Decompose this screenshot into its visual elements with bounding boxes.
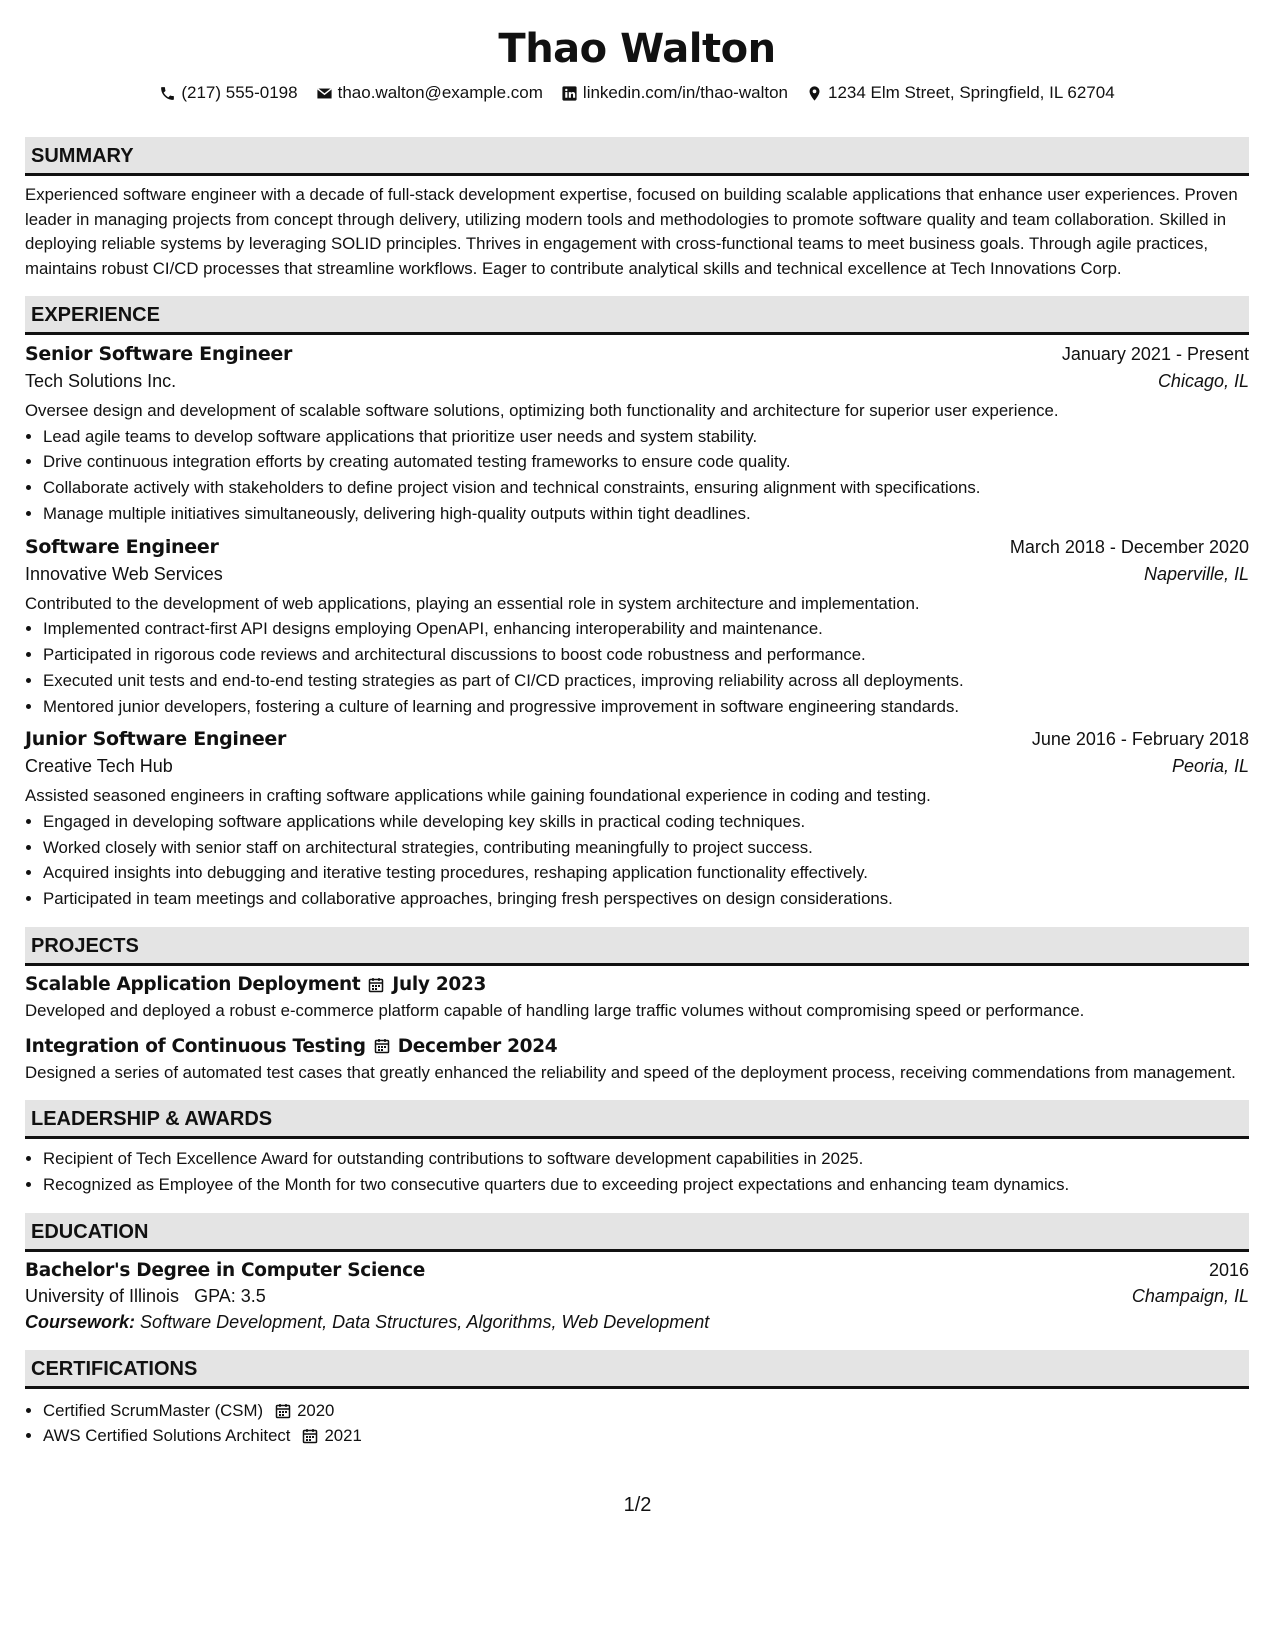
education-entry: [25, 1260, 1249, 1333]
calendar-icon: [302, 1428, 318, 1444]
job-summary: Contributed to the development of web applications, playing an essential role in system architecture and implementation.: [25, 593, 920, 613]
project-header: [25, 1036, 1249, 1057]
certification-name: • Certified ScrumMaster (CSM): [43, 1400, 264, 1420]
job-date: June 2016 - February 2018: [1031, 729, 1249, 750]
contact-phone: [159, 83, 297, 103]
job-bullets: [25, 809, 1249, 912]
school-line: [25, 1286, 266, 1307]
contact-email[interactable]: [316, 83, 543, 103]
school-location: Champaign, IL: [1131, 1285, 1249, 1306]
job-date: January 2021 - Present: [1061, 344, 1249, 364]
project-description: Developed and deployed a robust e-commerce platform capable of handling large traffic volumes without compromising speed or performance.: [25, 1001, 1085, 1021]
school-name: University of Illinois: [25, 1285, 180, 1306]
coursework-label: Coursework:: [25, 1311, 136, 1332]
phone-text: (217) 555-0198: [181, 83, 298, 102]
experience-entry: [25, 343, 1249, 527]
graduation-year: 2016: [1208, 1259, 1249, 1280]
experience-entry: [25, 728, 1249, 912]
calendar-icon: [368, 977, 384, 993]
experience-entry: [25, 536, 1249, 720]
project-title: Scalable Application Deployment: [25, 974, 361, 996]
list-item: • Implemented contract-first API designs employing OpenAPI, enhancing interoperability and maintenance.: [43, 616, 1249, 642]
envelope-icon: [316, 85, 333, 102]
job-subheader: [25, 371, 1249, 392]
list-item: [43, 1398, 1249, 1424]
job-subheader: [25, 564, 1249, 585]
certification-name: • AWS Certified Solutions Architect: [43, 1426, 291, 1446]
section-header-summary: SUMMARY: [25, 137, 1249, 176]
leadership-list: [25, 1146, 1249, 1198]
job-title: Software Engineer: [25, 535, 219, 558]
company-name: Innovative Web Services: [25, 563, 223, 584]
page-number: 1/2: [623, 1494, 652, 1516]
job-location: Naperville, IL: [1143, 563, 1249, 584]
list-item: • Recipient of Tech Excellence Award for outstanding contributions to software development capabilities in 2025.: [43, 1146, 1249, 1172]
job-location: Peoria, IL: [1171, 756, 1249, 777]
list-item: • Participated in team meetings and collaborative approaches, bringing fresh perspectives on design considerations.: [43, 886, 1249, 912]
project-entry: [25, 1036, 1249, 1086]
list-item: • Worked closely with senior staff on architectural strategies, contributing meaningfully to project success.: [43, 835, 1249, 861]
job-location: Chicago, IL: [1157, 371, 1249, 391]
job-title: Junior Software Engineer: [25, 728, 287, 751]
job-header: [25, 536, 1249, 558]
project-date: July 2023: [392, 974, 487, 996]
map-pin-icon: [806, 85, 823, 102]
section-header-projects: PROJECTS: [25, 927, 1249, 966]
job-header: [25, 343, 1249, 365]
candidate-name: Thao Walton: [498, 26, 776, 72]
coursework-text: Software Development, Data Structures, Algorithms, Web Development: [140, 1311, 710, 1332]
project-entry: [25, 974, 1249, 1024]
contact-linkedin[interactable]: [561, 83, 788, 103]
list-item: • Recognized as Employee of the Month for two consecutive quarters due to exceeding project expectations and enhancing team dynamics.: [43, 1172, 1249, 1198]
job-header: [25, 728, 1249, 750]
list-item: [43, 1423, 1249, 1449]
job-title: Senior Software Engineer: [25, 343, 293, 365]
list-item: • Acquired insights into debugging and iterative testing procedures, reshaping application functionality effectively.: [43, 860, 1249, 886]
project-description: Designed a series of automated test cases that greatly enhanced the reliability and speed of the deployment process, receiving commendations from management.: [25, 1062, 1236, 1082]
coursework-line: [25, 1312, 1249, 1333]
degree-title: Bachelor's Degree in Computer Science: [25, 1259, 426, 1281]
company-name: Tech Solutions Inc.: [25, 371, 177, 391]
company-name: Creative Tech Hub: [25, 756, 173, 777]
education-header: [25, 1260, 1249, 1281]
certification-year: 2021: [324, 1426, 362, 1446]
certifications-list: [25, 1398, 1249, 1450]
project-date: December 2024: [397, 1035, 558, 1057]
contact-bar: [25, 80, 1249, 106]
list-item: • Participated in rigorous code reviews and architectural discussions to boost code robustness and performance.: [43, 642, 1249, 668]
job-summary: Assisted seasoned engineers in crafting software applications while gaining foundational experience in coding and testing.: [25, 786, 931, 806]
list-item: • Drive continuous integration efforts by creating automated testing frameworks to ensure code quality.: [43, 449, 1249, 475]
job-bullets: [25, 424, 1249, 527]
address-text: 1234 Elm Street, Springfield, IL 62704: [827, 83, 1115, 102]
section-header-certifications: CERTIFICATIONS: [25, 1350, 1249, 1389]
certification-year: 2020: [297, 1400, 335, 1420]
education-subheader: [25, 1286, 1249, 1307]
summary-text: Experienced software engineer with a decade of full-stack development expertise, focused on building scalable applications that enhance user experiences. Proven leader in managing projects from concept through delivery, utilizing modern tools and methodologies to promote software quality and team collaboration. Skilled in deploying reliable systems by leveraging SOLID principles. Thrives in engagement with cross-functional teams to meet business goals. Through agile practices, maintains robust CI/CD processes that streamline workflows. Eager to contribute analytical skills and technical excellence at Tech Innovations Corp.: [25, 185, 1238, 278]
calendar-icon: [275, 1403, 291, 1419]
project-title: Integration of Continuous Testing: [25, 1035, 366, 1057]
job-date: March 2018 - December 2020: [1009, 536, 1249, 557]
certification-line: [43, 1398, 1249, 1424]
list-item: • Engaged in developing software applications while developing key skills in practical coding techniques.: [43, 809, 1249, 835]
email-text: thao.walton@example.com: [337, 83, 543, 102]
calendar-icon: [374, 1038, 390, 1054]
gpa: GPA: 3.5: [194, 1285, 266, 1306]
project-header: [25, 974, 1249, 995]
list-item: • Manage multiple initiatives simultaneously, delivering high-quality outputs within tight deadlines.: [43, 501, 1249, 527]
section-header-experience: EXPERIENCE: [25, 296, 1249, 335]
phone-icon: [159, 85, 176, 102]
list-item: • Lead agile teams to develop software applications that prioritize user needs and system stability.: [43, 424, 1249, 450]
contact-address: [806, 83, 1115, 103]
list-item: • Mentored junior developers, fostering a culture of learning and progressive improvement in software engineering standards.: [43, 694, 1249, 720]
job-bullets: [25, 616, 1249, 719]
list-item: • Executed unit tests and end-to-end testing strategies as part of CI/CD practices, improving reliability across all deployments.: [43, 668, 1249, 694]
linkedin-text: linkedin.com/in/thao-walton: [582, 83, 788, 102]
job-subheader: [25, 756, 1249, 777]
linkedin-icon: [561, 85, 578, 102]
section-header-education: EDUCATION: [25, 1213, 1249, 1252]
list-item: • Collaborate actively with stakeholders to define project vision and technical constraints, ensuring alignment with specifications.: [43, 475, 1249, 501]
job-summary: Oversee design and development of scalable software solutions, optimizing both functionality and architecture for superior user experience.: [25, 401, 1059, 420]
section-header-leadership: LEADERSHIP & AWARDS: [25, 1100, 1249, 1139]
certification-line: [43, 1423, 1249, 1449]
